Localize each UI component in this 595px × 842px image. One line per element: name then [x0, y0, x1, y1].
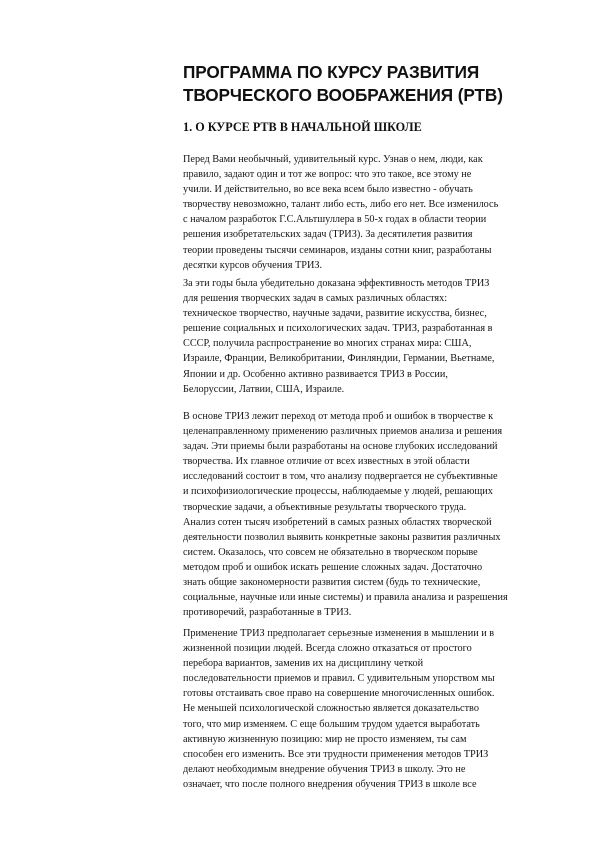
text-line: творчества. Их главное отличие от всех известных в этой области [183, 456, 470, 468]
text-line: творческие задачи, а объективные результаты творческого труда. [183, 501, 467, 513]
text-line: означает, что после полного внедрения обучения ТРИЗ в школе все [183, 778, 477, 790]
text-line: СССР, получила распространение во многих странах мира: США, [183, 338, 472, 350]
text-line: социальные, научные или иные системы) и правила анализа и разрешения [183, 592, 508, 604]
text-line: целенаправленному применению различных приемов анализа и решения [183, 426, 503, 438]
text-line: того, что мир изменяем. С еще большим трудом удается выработать [183, 718, 480, 730]
text-line: исследований состоит в том, что анализу подвергается не субъективные [183, 471, 498, 483]
text-line: и психофизиологические процессы, наблюдаемые у людей, решающих [183, 486, 493, 498]
text-line: десятки курсов обучения ТРИЗ. [183, 259, 323, 271]
title-line: ПРОГРАММА ПО КУРСУ РАЗВИТИЯ [183, 62, 480, 82]
text-line: деятельности позволил выявить конкретные законы развития различных [183, 531, 501, 543]
text-line: активную жизненную позицию: мир не просто изменяем, ты сам [183, 733, 467, 745]
text-line: правило, задают один и тот же вопрос: что это такое, все этому не [183, 169, 472, 181]
text-line: Перед Вами необычный, удивительный курс. Узнав о нем, люди, как [183, 154, 483, 165]
text-line: решение социальных и психологических задач. ТРИЗ, разработанная в [183, 323, 493, 335]
text-line: Белоруссии, Латвии, США, Израиле. [183, 383, 345, 395]
text-line: делают необходимым внедрение обучения ТРИЗ в школу. Это не [183, 763, 466, 775]
text-line: творчеству невозможно, талант либо есть, либо его нет. Все изменилось [183, 199, 499, 211]
text-line: техническое творчество, научные задачи, развитие искусства, бизнес, [183, 308, 487, 320]
text-line: для решения творческих задач в самых различных областях: [183, 293, 448, 305]
section-heading: 1. О КУРСЕ РТВ В НАЧАЛЬНОЙ ШКОЛЕ [183, 120, 422, 134]
text-line: систем. Оказалось, что совсем не обязательно в творческом порыве [183, 546, 478, 558]
text-line: методом проб и ошибок искать решение сложных задач. Достаточно [183, 561, 483, 573]
text-line: учили. И действительно, во все века всем было известно - обучать [183, 184, 473, 196]
paragraph-application [183, 626, 548, 792]
text-line: Не меньшей психологической сложностью является доказательство [183, 703, 479, 715]
text-line: решения изобретательских задач (ТРИЗ). За десятилетия развития [183, 229, 473, 241]
text-line: перебора вариантов, заменив их на дисциплину четкой [183, 658, 424, 670]
text-line: готовы отстаивать свое право на совершение многочисленных ошибок. [183, 688, 495, 700]
text-line: с началом разработок Г.С.Альтшуллера в 50-х годах в области теории [183, 214, 487, 226]
text-line: знать общие закономерности развития систем (будь то технические, [183, 577, 481, 589]
text-line: жизненной позиции людей. Всегда сложно отказаться от простого [183, 643, 472, 655]
text-line: Японии и др. Особенно активно развивается ТРИЗ в России, [183, 368, 448, 380]
text-line: Израиле, Франции, Великобритании, Финляндии, Германии, Вьетнаме, [183, 353, 495, 365]
text-line: способен его изменить. Все эти трудности применения методов ТРИЗ [183, 748, 489, 760]
paragraph-basis [183, 409, 548, 620]
paragraph-intro [183, 152, 548, 273]
text-line: последовательности приемов и правил. С удивительным упорством мы [183, 673, 495, 685]
title-line: ТВОРЧЕСКОГО ВООБРАЖЕНИЯ (РТВ) [183, 85, 503, 105]
text-line: задач. Эти приемы были разработаны на основе глубоких исследований [183, 441, 498, 453]
text-line: противоречий, разработанные в ТРИЗ. [183, 607, 352, 619]
text-line: Анализ сотен тысяч изобретений в самых разных областях творческой [183, 516, 492, 528]
document-title [183, 61, 563, 107]
paragraph-effectiveness [183, 276, 548, 397]
text-line: Применение ТРИЗ предполагает серьезные изменения в мышлении и в [183, 628, 495, 639]
text-line: В основе ТРИЗ лежит переход от метода проб и ошибок в творчестве к [183, 411, 494, 422]
text-line: За эти годы была убедительно доказана эффективность методов ТРИЗ [183, 278, 490, 289]
text-line: теории проведены тысячи семинаров, изданы сотни книг, разработаны [183, 244, 492, 256]
